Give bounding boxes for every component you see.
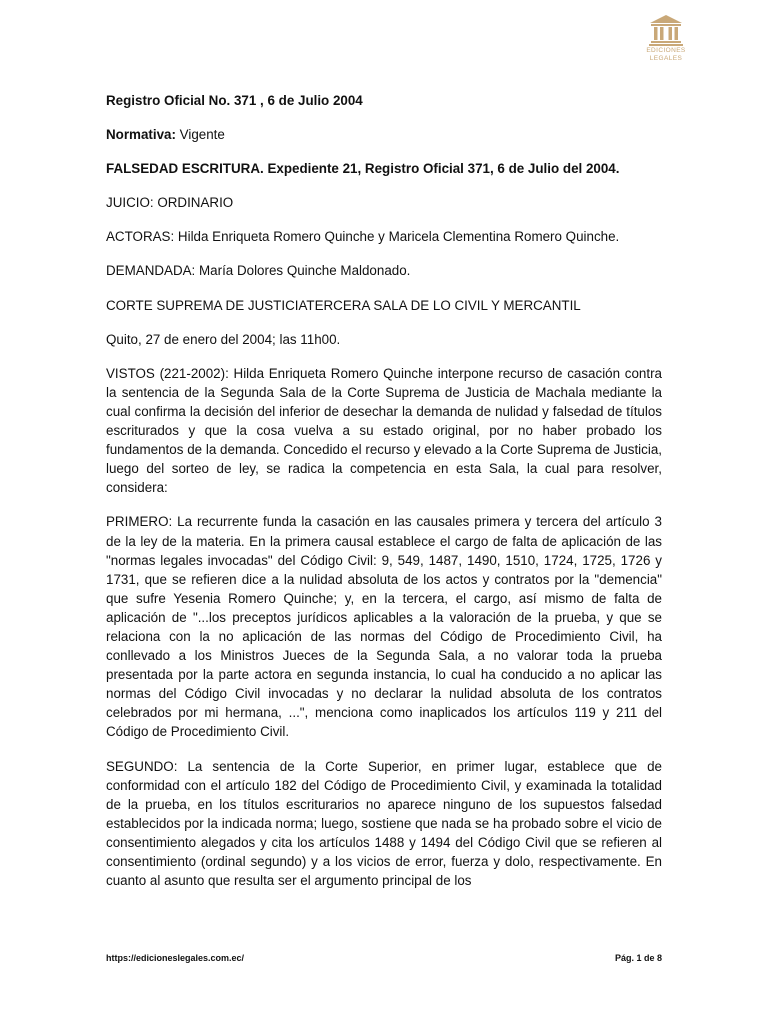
- registro-heading: Registro Oficial No. 371 , 6 de Julio 2004: [106, 93, 363, 108]
- normativa-label: Normativa:: [106, 127, 176, 143]
- document-title: FALSEDAD ESCRITURA. Expediente 21, Registro Oficial 371, 6 de Julio del 2004.: [106, 161, 620, 177]
- logo-text-line2: LEGALES: [649, 55, 683, 62]
- demandada-line: DEMANDADA: María Dolores Quinche Maldonado.: [106, 263, 411, 279]
- actoras-line: ACTORAS: Hilda Enriqueta Romero Quinche y Maricela Clementina Romero Quinche.: [106, 229, 620, 245]
- publisher-logo: [618, 14, 714, 70]
- page-footer: [106, 953, 662, 963]
- juicio-line: JUICIO: ORDINARIO: [106, 195, 234, 211]
- logo-text-line1: EDICIONES: [646, 47, 686, 54]
- pillars-building-icon: [648, 14, 684, 46]
- document-body: [106, 91, 662, 905]
- page-number: Pág. 1 de 8: [614, 953, 662, 963]
- footer-url: https://edicioneslegales.com.ec/: [106, 953, 245, 963]
- normativa-line: [106, 125, 662, 144]
- vistos-paragraph: VISTOS (221-2002): Hilda Enriqueta Romero Quinche interpone recurso de casación contra la sentencia de la Segunda Sala de la Corte Suprema de Justicia de Machala mediante la cual confirma la decisión del inferior de desechar la demanda de nulidad y falsedad de títulos escriturados y que la cosa vuelva a su estado original, por no haber probado los fundamentos de la demanda. Concedido el recurso y elevado a la Corte Suprema de Justicia, luego del sorteo de ley, se radica la competencia en esta Sala, la cual para resolver, considera:: [106, 365, 662, 496]
- segundo-paragraph: SEGUNDO: La sentencia de la Corte Superior, en primer lugar, establece que de conformidad con el artículo 182 del Código de Procedimiento Civil, y examinada la totalidad de la prueba, en los títulos escriturarios no aparece ninguno de los supuestos falsedad establecidos por la indicada norma; luego, sostiene que nada se ha probado sobre el vicio de consentimiento alegados y cita los artículos 1488 y 1494 del Código Civil que se refieren al consentimiento (ordinal segundo) y a los vicios de error, fuerza y dolo, respectivamente. En cuanto al asunto que resulta ser el argumento principal de los: [106, 758, 662, 889]
- primero-paragraph: PRIMERO: La recurrente funda la casación en las causales primera y tercera del artículo 3 de la ley de la materia. En la primera causal establece el cargo de falta de aplicación de las "normas legales invocadas" del Código Civil: 9, 549, 1487, 1490, 1510, 1724, 1725, 1726 y 1731, que se refieren dice a la nulidad absoluta de los actos y contratos por la "demencia" que sufre Yesenia Romero Quinche; y, en la tercera, el cargo, así mismo de falta de aplicación de "...los preceptos jurídicos aplicables a la valoración de la prueba, y que se relaciona con la no aplicación de las normas del Código de Procedimiento Civil, ha conllevado a los Ministros Jueces de la Segunda Sala, a no valorar toda la prueba presentada por la parte actora en segunda instancia, lo cual ha conducido a no aplicar las normas del Código Civil invocadas y no declarar la nulidad absoluta de los contratos celebrados por mi hermana, ...", menciona como inaplicados los artículos 119 y 211 del Código de Procedimiento Civil.: [106, 514, 662, 740]
- normativa-value: Vigente: [175, 127, 225, 143]
- court-line: CORTE SUPREMA DE JUSTICIATERCERA SALA DE LO CIVIL Y MERCANTIL: [106, 297, 581, 313]
- date-line: Quito, 27 de enero del 2004; las 11h00.: [106, 331, 341, 347]
